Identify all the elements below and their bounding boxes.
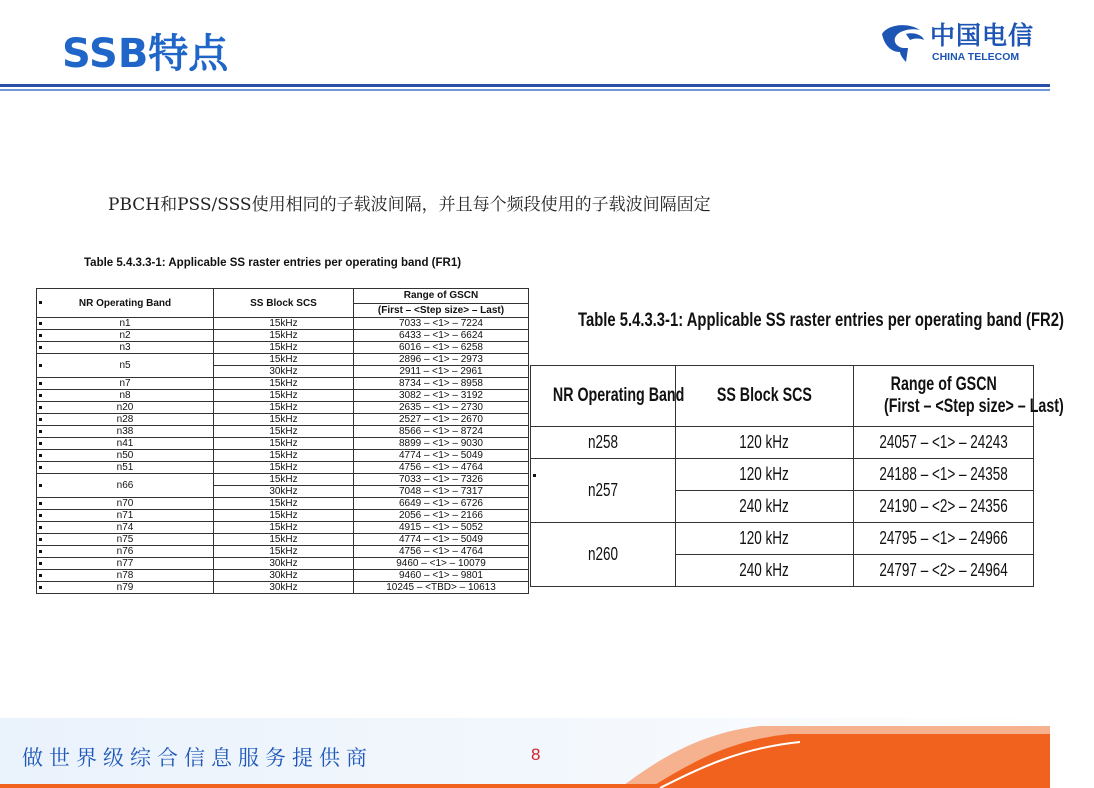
footer-slogan: 做世界级综合信息服务提供商 bbox=[22, 746, 373, 770]
table-row bbox=[37, 354, 529, 366]
fr1-cell-range: 2896 – <1> – 2973 bbox=[354, 354, 529, 366]
fr1-cell-scs: 15kHz bbox=[214, 318, 354, 330]
fr1-cell-scs: 15kHz bbox=[214, 510, 354, 522]
fr1-table bbox=[36, 288, 529, 594]
logo-chinese-text: 中国电信 bbox=[930, 21, 1035, 50]
fr1-cell-scs: 15kHz bbox=[214, 462, 354, 474]
fr1-cell-range: 7048 – <1> – 7317 bbox=[354, 486, 529, 498]
fr1-header-range: Range of GSCN bbox=[354, 289, 529, 304]
fr2-range-label: 24795 – <1> – 24966 bbox=[879, 528, 1008, 548]
fr1-cell-band: n51 bbox=[37, 462, 214, 474]
header-rule bbox=[0, 84, 1050, 87]
table-row bbox=[37, 462, 529, 474]
fr1-cell-range: 8734 – <1> – 8958 bbox=[354, 378, 529, 390]
fr1-cell-range: 2911 – <1> – 2961 bbox=[354, 366, 529, 378]
fr1-cell-band: n71 bbox=[37, 510, 214, 522]
fr1-cell-scs: 15kHz bbox=[214, 546, 354, 558]
logo-english-text: CHINA TELECOM bbox=[932, 51, 1020, 63]
page-number: 8 bbox=[531, 745, 541, 764]
telecom-swirl-icon bbox=[878, 18, 928, 66]
fr2-band-label: n260 bbox=[587, 544, 619, 564]
table-row bbox=[37, 378, 529, 390]
fr2-range-label: 24188 – <1> – 24358 bbox=[879, 464, 1008, 484]
page-title: SSB特点 bbox=[62, 31, 229, 77]
fr2-cell-band bbox=[531, 523, 676, 587]
fr1-cell-scs: 15kHz bbox=[214, 426, 354, 438]
fr1-cell-scs: 30kHz bbox=[214, 582, 354, 594]
fr1-cell-band: n38 bbox=[37, 426, 214, 438]
table-row bbox=[37, 414, 529, 426]
fr1-cell-band: n70 bbox=[37, 498, 214, 510]
fr1-cell-range: 3082 – <1> – 3192 bbox=[354, 390, 529, 402]
fr1-cell-band: n75 bbox=[37, 534, 214, 546]
fr1-cell-range: 8899 – <1> – 9030 bbox=[354, 438, 529, 450]
header-rule-thin bbox=[0, 89, 1050, 91]
fr1-cell-band: n74 bbox=[37, 522, 214, 534]
fr1-cell-scs: 15kHz bbox=[214, 450, 354, 462]
table-row bbox=[37, 558, 529, 570]
fr2-cell-range bbox=[854, 523, 1034, 555]
fr2-range-label: 24190 – <2> – 24356 bbox=[879, 496, 1008, 516]
fr1-cell-scs: 15kHz bbox=[214, 438, 354, 450]
fr2-header-range: Range of GSCN (First – <Step size> – Last) bbox=[854, 366, 1034, 427]
fr2-range-label: 24797 – <2> – 24964 bbox=[879, 560, 1008, 580]
fr1-cell-band: n8 bbox=[37, 390, 214, 402]
fr1-cell-scs: 15kHz bbox=[214, 378, 354, 390]
fr1-cell-band: n41 bbox=[37, 438, 214, 450]
table-row bbox=[37, 402, 529, 414]
fr1-cell-range: 6433 – <1> – 6624 bbox=[354, 330, 529, 342]
fr1-cell-band: n50 bbox=[37, 450, 214, 462]
table-row bbox=[531, 459, 1034, 491]
fr1-header-range-sub: (First – <Step size> – Last) bbox=[354, 303, 529, 318]
table-row bbox=[37, 570, 529, 582]
fr1-cell-range: 4915 – <1> – 5052 bbox=[354, 522, 529, 534]
fr2-scs-label: 120 kHz bbox=[739, 528, 790, 548]
table-row bbox=[37, 450, 529, 462]
fr1-cell-scs: 15kHz bbox=[214, 498, 354, 510]
fr1-cell-scs: 15kHz bbox=[214, 414, 354, 426]
fr1-cell-range: 4756 – <1> – 4764 bbox=[354, 462, 529, 474]
fr1-cell-band: n1 bbox=[37, 318, 214, 330]
subtitle-text: PBCH和PSS/SSS使用相同的子载波间隔，并且每个频段使用的子载波间隔固定 bbox=[108, 195, 711, 215]
fr1-cell-scs: 15kHz bbox=[214, 330, 354, 342]
fr1-cell-band: n78 bbox=[37, 570, 214, 582]
fr1-cell-range: 7033 – <1> – 7224 bbox=[354, 318, 529, 330]
table-row bbox=[37, 390, 529, 402]
fr1-cell-scs: 15kHz bbox=[214, 342, 354, 354]
table-row bbox=[37, 426, 529, 438]
table-row bbox=[37, 546, 529, 558]
fr2-scs-label: 240 kHz bbox=[739, 496, 790, 516]
fr1-cell-scs: 15kHz bbox=[214, 354, 354, 366]
fr1-cell-band: n28 bbox=[37, 414, 214, 426]
fr2-cell-scs bbox=[676, 459, 854, 491]
fr1-cell-range: 6649 – <1> – 6726 bbox=[354, 498, 529, 510]
fr1-cell-band: n76 bbox=[37, 546, 214, 558]
table-row bbox=[37, 534, 529, 546]
fr1-cell-band: n66 bbox=[37, 474, 214, 498]
fr1-cell-scs: 30kHz bbox=[214, 570, 354, 582]
fr1-cell-range: 6016 – <1> – 6258 bbox=[354, 342, 529, 354]
fr1-cell-band: n5 bbox=[37, 354, 214, 378]
fr1-cell-scs: 15kHz bbox=[214, 402, 354, 414]
fr1-cell-range: 8566 – <1> – 8724 bbox=[354, 426, 529, 438]
fr2-cell-range bbox=[854, 555, 1034, 587]
fr2-table-caption: Table 5.4.3.3-1: Applicable SS raster entries per operating band (FR2) bbox=[578, 310, 1064, 331]
table-row bbox=[37, 510, 529, 522]
fr2-range-label: 24057 – <1> – 24243 bbox=[879, 432, 1008, 452]
fr2-cell-scs bbox=[676, 523, 854, 555]
fr2-cell-range bbox=[854, 427, 1034, 459]
table-row bbox=[531, 523, 1034, 555]
fr1-cell-scs: 30kHz bbox=[214, 558, 354, 570]
table-row bbox=[37, 330, 529, 342]
fr1-cell-range: 4774 – <1> – 5049 bbox=[354, 534, 529, 546]
fr1-table-caption: Table 5.4.3.3-1: Applicable SS raster entries per operating band (FR1) bbox=[84, 257, 462, 269]
fr1-cell-range: 4774 – <1> – 5049 bbox=[354, 450, 529, 462]
fr2-cell-range bbox=[854, 491, 1034, 523]
fr2-header-row bbox=[531, 366, 1034, 427]
table-row bbox=[531, 427, 1034, 459]
fr1-cell-scs: 30kHz bbox=[214, 366, 354, 378]
fr1-cell-band: n79 bbox=[37, 582, 214, 594]
fr1-cell-scs: 30kHz bbox=[214, 486, 354, 498]
fr1-cell-band: n3 bbox=[37, 342, 214, 354]
fr1-cell-range: 2635 – <1> – 2730 bbox=[354, 402, 529, 414]
fr2-band-label: n257 bbox=[587, 480, 619, 500]
fr2-scs-label: 240 kHz bbox=[739, 560, 790, 580]
fr1-cell-range: 10245 – <TBD> – 10613 bbox=[354, 582, 529, 594]
fr1-header-band: NR Operating Band bbox=[37, 289, 214, 318]
fr1-header-row bbox=[37, 289, 529, 304]
fr1-header-scs: SS Block SCS bbox=[214, 289, 354, 318]
fr2-cell-scs bbox=[676, 427, 854, 459]
fr2-scs-label: 120 kHz bbox=[739, 432, 790, 452]
fr1-cell-range: 4756 – <1> – 4764 bbox=[354, 546, 529, 558]
table-row bbox=[37, 522, 529, 534]
china-telecom-logo bbox=[878, 16, 1038, 70]
fr2-cell-band bbox=[531, 427, 676, 459]
table-row bbox=[37, 474, 529, 486]
table-row bbox=[37, 342, 529, 354]
fr2-cell-scs bbox=[676, 555, 854, 587]
fr2-header-scs: SS Block SCS bbox=[676, 366, 854, 427]
fr1-cell-band: n77 bbox=[37, 558, 214, 570]
fr2-cell-band bbox=[531, 459, 676, 523]
fr1-cell-band: n7 bbox=[37, 378, 214, 390]
fr2-table bbox=[530, 365, 1064, 587]
fr2-cell-range bbox=[854, 459, 1034, 491]
table-row bbox=[37, 318, 529, 330]
fr2-scs-label: 120 kHz bbox=[739, 464, 790, 484]
fr1-cell-range: 2056 – <1> – 2166 bbox=[354, 510, 529, 522]
table-row bbox=[37, 438, 529, 450]
fr1-cell-scs: 15kHz bbox=[214, 474, 354, 486]
fr1-cell-range: 9460 – <1> – 9801 bbox=[354, 570, 529, 582]
fr1-cell-band: n2 bbox=[37, 330, 214, 342]
fr1-cell-scs: 15kHz bbox=[214, 534, 354, 546]
fr1-cell-range: 9460 – <1> – 10079 bbox=[354, 558, 529, 570]
table-row bbox=[37, 582, 529, 594]
table-row bbox=[37, 498, 529, 510]
fr1-cell-band: n20 bbox=[37, 402, 214, 414]
fr1-cell-range: 7033 – <1> – 7326 bbox=[354, 474, 529, 486]
fr2-header-band: NR Operating Band bbox=[531, 366, 676, 427]
fr1-cell-range: 2527 – <1> – 2670 bbox=[354, 414, 529, 426]
fr2-band-label: n258 bbox=[587, 432, 619, 452]
fr2-cell-scs bbox=[676, 491, 854, 523]
fr1-cell-scs: 15kHz bbox=[214, 390, 354, 402]
fr1-cell-scs: 15kHz bbox=[214, 522, 354, 534]
